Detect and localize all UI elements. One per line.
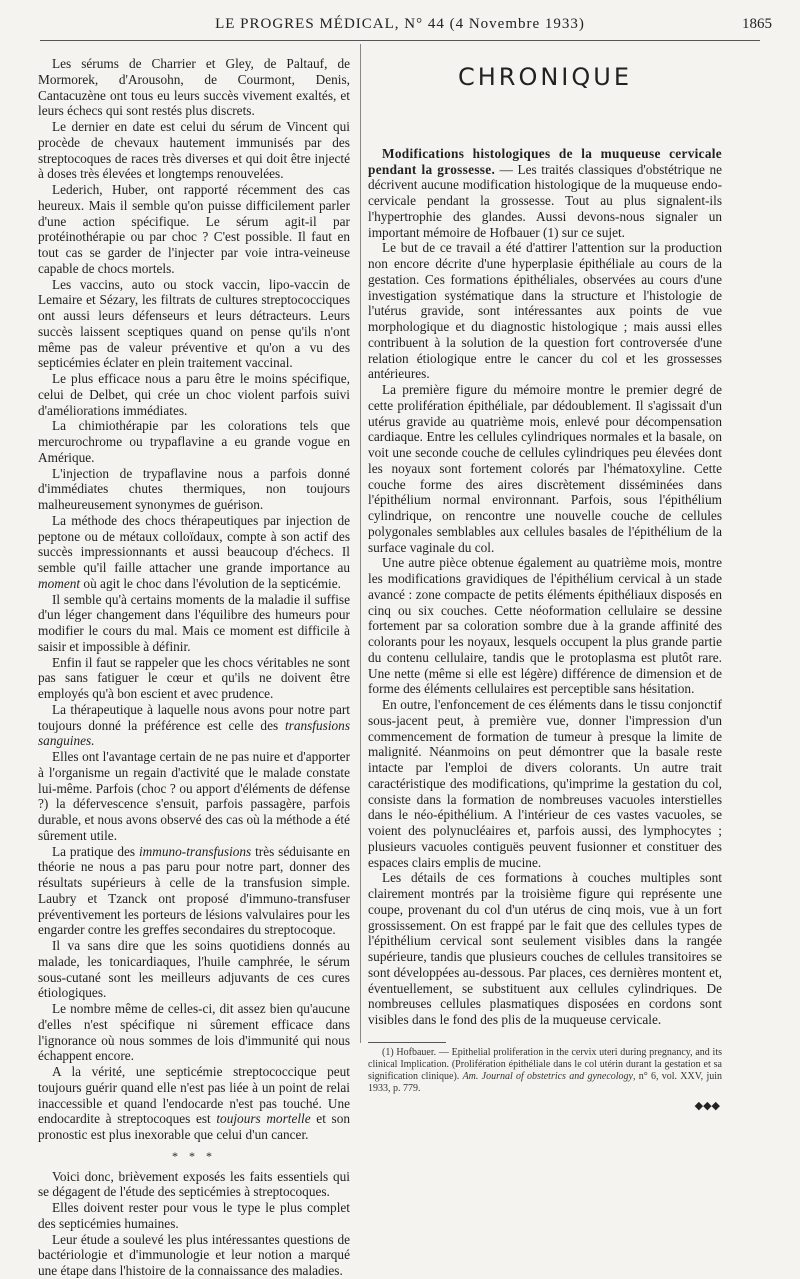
paragraph: Enfin il faut se rappeler que les chocs véritables ne sont pas sans fatiguer le cœur et qu'ils ne doivent être employés qu'à bon escient et avec prudence. [38,654,350,701]
footnote-rule [368,1042,446,1043]
end-mark: ◆◆◆ [694,1099,720,1112]
column-divider [360,44,361,1043]
paragraph [38,513,350,592]
text-run: et son pronostic est plus inexorable que celui d'un cancer. [38,1111,351,1142]
paragraph: Les vaccins, auto ou stock vaccin, lipo-vaccin de Lemaire et Sézary, les filtrats de cultures streptococciques ont aussi leurs défenseurs et leurs détracteurs. Leurs succès laissent sceptiques quand on pense qu'ils n'ont même pas de valeur préventive et qu'on a vu des septicémies éclater en plein traitement vaccinal. [38,276,350,371]
paragraph: Leur étude a soulevé les plus intéressantes questions de bactériologie et d'immunologie et leur notion a marqué une étape dans l'histoire de la connaissance des maladies. [38,1231,350,1278]
footnote [368,1047,722,1095]
text-run: La pratique des [52,843,139,859]
paragraph: La première figure du mémoire montre le premier degré de cette prolifération épithéliale, par dédoublement. Il s'agissait d'un utérus gravide au quatrième mois, enlevé pour décompensation cardiaque. Entre les cellules cylindriques normales et la basale, on voit une seconde couche de cellules cylindriques peu élevées dont les noyaux sont fortement colorés par l'hématoxyline. Cette couche forme des aires discrètement disséminées dans l'épithélium normal environnant. Parfois, sous l'épithélium cylindrique, on rencontre une nouvelle couche de cellules polygonales semblables aux cellules basales de l'épithélium de la surface vaginale du col. [368,382,722,555]
paragraph: La chimiothérapie par les colorations tels que mercurochrome ou trypaflavine a eu grande vogue en Amérique. [38,418,350,465]
paragraph: Le plus efficace nous a paru être le moins spécifique, celui de Delbet, qui crée un choc violent parfois suivi d'améliorations immédiates. [38,371,350,418]
paragraph: Une autre pièce obtenue également au quatrième mois, montre les modifications gravidiques de l'épithélium cervical à un stade avancé : zone compacte de petits éléments épithéliaux disposés en cinq ou six couches. Cette néoformation cellulaire se dessine fortement par sa coloration sombre due à la grande affinité des colorants pour les noyaux, lesquels occupent la plus grande partie du contenu cellulaire, tandis que le protoplasma est plutôt rare. Une nette (même si elle est légère) différence de dimension et de forme des éléments cellulaires est perceptible sans hésitation. [368,555,722,697]
text-run: où agit le choc dans l'évolution de la septicémie. [80,575,341,591]
text-run: , n° 6, vol. XXV, juin 1933, p. 779. [368,1070,722,1094]
text-run: La méthode des chocs thérapeutiques par injection de peptone ou de métaux colloïdaux, compte à son actif des succès impressionnants et aussi beaucoup d'échecs. Il semble qu'il faille attacher une grande importance au [38,512,350,575]
paragraph [38,844,350,939]
emphasis: toujours mortelle [216,1111,311,1127]
emphasis: moment [38,575,81,591]
section-break-stars: * * * [172,1148,216,1163]
right-column [368,63,722,1115]
paragraph: En outre, l'enfoncement de ces éléments dans le tissu conjonctif sous-jacent peut, à première vue, donner l'impression d'un commencement de formation de tumeur à presque la limite de malignité. Néanmoins on peut démontrer que la basale reste intacte par l'emploi de divers colorants. Un autre trait caractéristique des modifications, qu'imprime la gestation du col, consiste dans la formation de nombreuses vacuoles interstielles dans le néo-épithélium. A l'intérieur de ces vastes vacuoles, se voient des polynucléaires et, parfois aussi, des lymphocytes ; plusieurs vacuoles contiguës peuvent fusionner et constituer des espaces clairs emplis de mucine. [368,697,722,870]
text-run: — Les traités classiques d'obstétrique ne décrivent aucune modification histologique de la muqueuse endo-cervicale pendant la grossesse. Tout au plus signalent-ils l'hypertrophie des glandes. Aussi devons-nous signaler un important mémoire de Hofbauer (1) sur ce sujet. [368,161,722,240]
left-column [38,56,350,1279]
paragraph: Les sérums de Charrier et Gley, de Paltauf, de Mormorek, d'Arousohn, de Courmont, Denis, Cantacuzène ont tous eu leurs succès vivement exaltés, et leurs échecs qui sont restés plus discrets. [38,56,350,119]
paragraph: Il va sans dire que les soins quotidiens donnés au malade, les tonicardiaques, l'huile camphrée, le sérum sous-cutané sont les meilleurs adjuvants de ces cures étiologiques. [38,938,350,1001]
article-heading: Modifications histologiques de la muqueuse cervicale pendant la grossesse. [368,145,722,177]
text-run: très séduisante en théorie ne nous a pas paru pour notre part, donner des résultats supérieurs à celle de la transfusion simple. Laubry et Tzanck ont proposé d'immuno-transfuser préventivement les porteurs de lésions valvulaires pour les engarder contre les greffes secondaires du streptocoque. [38,843,350,938]
paragraph: Le dernier en date est celui du sérum de Vincent qui procède de chevaux hautement immunisés par des streptocoques de races très diverses et qui doit être injecté à doses très élevées et longtemps renouvelées. [38,119,350,182]
text-run: La thérapeutique à laquelle nous avons pour notre part toujours donné la préférence est celle des [38,701,350,733]
page-number: 1865 [742,16,772,32]
paragraph: L'injection de trypaflavine nous a parfois donné d'immédiates chutes thermiques, non toujours malheureusement synonymes de guérison. [38,465,350,512]
paragraph: Les détails de ces formations à couches multiples sont clairement montrés par la troisième figure qui représente une coupe, provenant du col d'un utérus de cinq mois, vue à un fort grossissement. On est frappé par le fait que des cellules types de l'épithélium cervical sont seulement visibles dans la rangée supérieure, tandis que plusieurs couches de cellules transitoires se sont développées au-dessous. Par places, ces dernières montent et, éventuellement, se substituent aux cellules cylindriques. De nombreuses cellules plasmatiques disposées en cordons sont visibles dans le fond des plis de la muqueuse cervicale. [368,870,722,1027]
journal-title: LE PROGRES MÉDICAL, N° 44 (4 Novembre 1933) [215,16,585,32]
paragraph: Lederich, Huber, ont rapporté récemment des cas heureux. Mais il semble qu'on puisse difficilement parler d'une action spécifique. Le sérum agit-il par protéinothérapie ou par choc ? C'est possible. Il faut en tout cas se garder de l'injecter par voie intra-veineuse capable de chocs mortels. [38,182,350,276]
paragraph: Elles doivent rester pour vous le type le plus complet des septicémies humaines. [38,1200,350,1231]
paragraph: Voici donc, brièvement exposés les faits essentiels qui se dégagent de l'étude des septicémies à streptocoques. [38,1168,350,1200]
running-header [28,16,772,38]
paragraph [38,1064,350,1143]
paragraph: Le nombre même de celles-ci, dit assez bien qu'aucune d'elles n'est spécifique ni sûrement efficace dans l'ignorance où nous sommes de lois d'immunité qui nous échappent encore. [38,1001,350,1064]
emphasis: transfusions sanguines. [38,717,350,749]
paragraph: Le but de ce travail a été d'attirer l'attention sur la production non encore décrite d'une hyperplasie épithéliale au cours de la gestation. Ces formations épithéliales, observées au cours d'une investigation systématique dans la structure et l'histologie de l'utérus gravide, sont intéressantes aux points de vue morphologique et du diagnostic histologique ; mais aussi elles contribuent à la solution de la question fort controversée d'une relation étiologique entre le cancer du col et les grossesses antérieures. [368,240,722,382]
section-title: CHRONIQUE [457,63,633,91]
text-run: (1) Hofbauer. — Epithelial proliferation in the cervix uteri during pregnancy, and its clinical Implication. (Prolifération épithéliale dans le col utérin durant la gestation et sa signification clinique). [368,1046,722,1082]
paragraph: Il semble qu'à certains moments de la maladie il suffise d'un léger changement dans l'équilibre des humeurs pour modifier le cours du mal. Mais ce moment est difficile à saisir et impossible à définir. [38,591,350,654]
emphasis: Am. Journal of obstetrics and gynecology [462,1070,633,1082]
emphasis: immuno-transfusions [138,843,252,859]
header-rule [40,40,760,41]
paragraph: Elles ont l'avantage certain de ne pas nuire et d'apporter à l'organisme un regain d'activité que le malade constate lui-même. Parfois (choc ? ou apport d'éléments de défense ?) la défervescence s'ensuit, parfois passagère, parfois durable, et nous avons observé des cas où la méthode a été sûrement utile. [38,749,350,843]
text-run: A la vérité, une septicémie streptococcique peut toujours guérir quand elle n'est pas liée à un point de relai inaccessible et quand l'endocarde n'est pas touché. Une endocardite à streptocoques est [38,1064,350,1127]
paragraph [38,702,350,749]
paragraph [368,146,722,241]
